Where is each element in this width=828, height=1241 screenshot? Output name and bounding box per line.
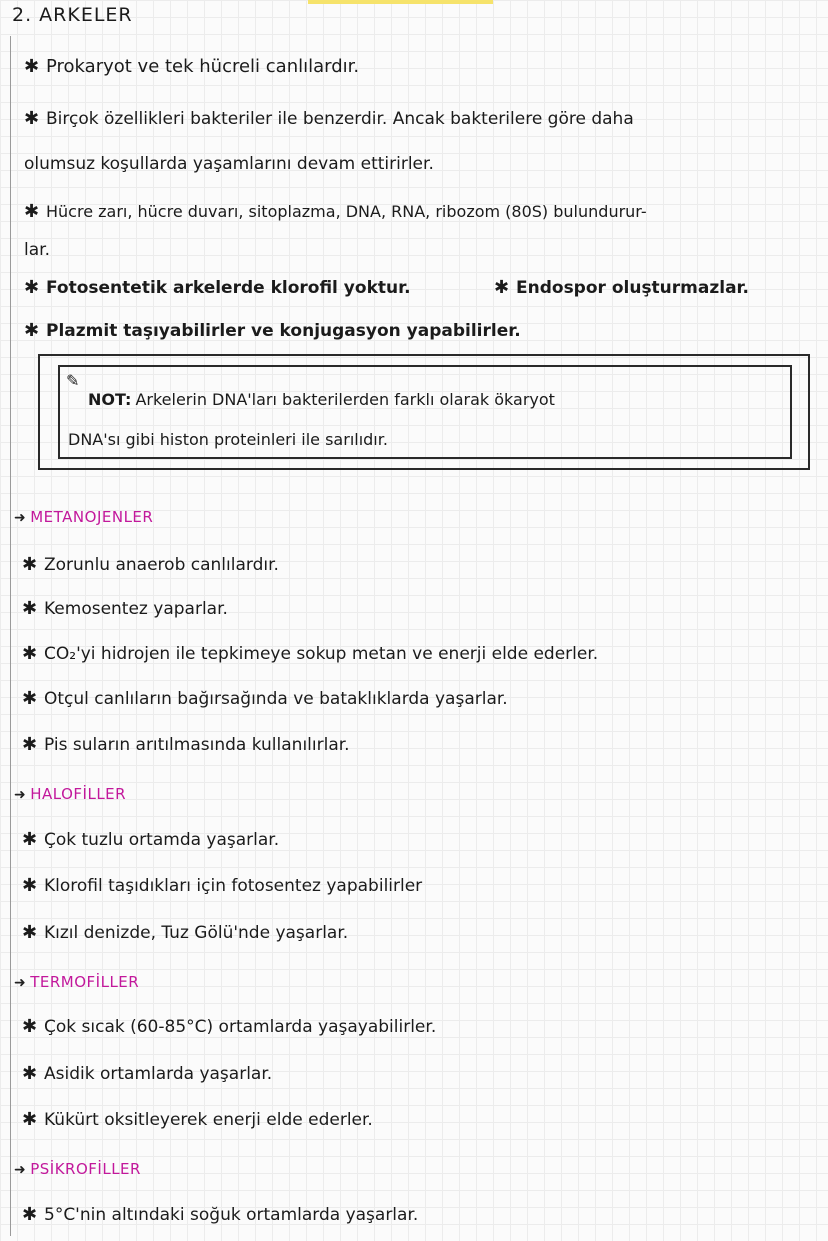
section-heading-metanojenler: ➜ METANOJENLER xyxy=(14,508,154,526)
list-item: ✱ Asidik ortamlarda yaşarlar. xyxy=(22,1063,273,1084)
asterisk-icon: ✱ xyxy=(22,598,38,619)
list-item: ✱ Çok tuzlu ortamda yaşarlar. xyxy=(22,829,280,850)
asterisk-icon: ✱ xyxy=(494,277,510,298)
list-item: ✱ Otçul canlıların bağırsağında ve bataklıklarda yaşarlar. xyxy=(22,688,508,709)
asterisk-icon: ✱ xyxy=(24,201,40,222)
asterisk-icon: ✱ xyxy=(22,875,38,896)
asterisk-icon: ✱ xyxy=(22,829,38,850)
arrow-right-icon: ➜ xyxy=(14,510,27,526)
list-item: ✱ 5°C'nin altındaki soğuk ortamlarda yaşarlar. xyxy=(22,1204,419,1225)
asterisk-icon: ✱ xyxy=(22,643,38,664)
arrow-right-icon: ➜ xyxy=(14,1162,27,1178)
margin-rule xyxy=(10,36,11,1236)
note-line-2: DNA'sı gibi histon proteinleri ile sarılıdır. xyxy=(68,430,388,449)
arrow-right-icon: ➜ xyxy=(14,787,27,803)
asterisk-icon: ✱ xyxy=(22,734,38,755)
asterisk-icon: ✱ xyxy=(24,108,40,129)
asterisk-icon: ✱ xyxy=(22,1109,38,1130)
asterisk-icon: ✱ xyxy=(22,1016,38,1037)
list-item: ✱ Kemosentez yaparlar. xyxy=(22,598,228,619)
note-inner-frame xyxy=(58,365,792,459)
intro-line-5: lar. xyxy=(24,240,50,260)
list-item: ✱ Zorunlu anaerob canlılardır. xyxy=(22,554,279,575)
lightbulb-icon: ✎ xyxy=(66,371,80,390)
highlight-bar xyxy=(308,0,493,4)
asterisk-icon: ✱ xyxy=(22,922,38,943)
intro-line-1: ✱ Prokaryot ve tek hücreli canlılardır. xyxy=(24,56,360,77)
arrow-right-icon: ➜ xyxy=(14,975,27,991)
list-item: ✱ Klorofil taşıdıkları için fotosentez yapabilirler xyxy=(22,875,423,896)
intro-line-8: ✱ Plazmit taşıyabilirler ve konjugasyon yapabilirler. xyxy=(24,320,521,341)
asterisk-icon: ✱ xyxy=(22,688,38,709)
intro-line-3: olumsuz koşullarda yaşamlarını devam ettirirler. xyxy=(24,154,434,174)
list-item: ✱ Kükürt oksitleyerek enerji elde ederler. xyxy=(22,1109,373,1130)
section-heading-psikrofiller: ➜ PSİKROFİLLER xyxy=(14,1160,141,1178)
section-heading-halofiller: ➜ HALOFİLLER xyxy=(14,785,127,803)
asterisk-icon: ✱ xyxy=(22,554,38,575)
list-item: ✱ CO₂'yi hidrojen ile tepkimeye sokup metan ve enerji elde ederler. xyxy=(22,643,599,664)
asterisk-icon: ✱ xyxy=(24,320,40,341)
asterisk-icon: ✱ xyxy=(24,277,40,298)
list-item: ✱ Pis suların arıtılmasında kullanılırlar. xyxy=(22,734,350,755)
intro-line-4: ✱ Hücre zarı, hücre duvarı, sitoplazma, DNA, RNA, ribozom (80S) bulundurur- xyxy=(24,201,647,222)
intro-line-6: ✱ Fotosentetik arkelerde klorofil yoktur. xyxy=(24,277,411,298)
intro-line-7: ✱ Endospor oluşturmazlar. xyxy=(494,277,749,298)
note-box xyxy=(38,354,810,470)
note-line-1: NOT: Arkelerin DNA'ları bakterilerden farklı olarak ökaryot xyxy=(88,390,555,409)
page-title: 2. ARKELER xyxy=(12,4,133,26)
asterisk-icon: ✱ xyxy=(22,1204,38,1225)
list-item: ✱ Çok sıcak (60-85°C) ortamlarda yaşayabilirler. xyxy=(22,1016,437,1037)
asterisk-icon: ✱ xyxy=(22,1063,38,1084)
asterisk-icon: ✱ xyxy=(24,56,40,77)
section-heading-termofiller: ➜ TERMOFİLLER xyxy=(14,973,140,991)
intro-line-2: ✱ Birçok özellikleri bakteriler ile benzerdir. Ancak bakterilere göre daha xyxy=(24,108,634,129)
list-item: ✱ Kızıl denizde, Tuz Gölü'nde yaşarlar. xyxy=(22,922,349,943)
